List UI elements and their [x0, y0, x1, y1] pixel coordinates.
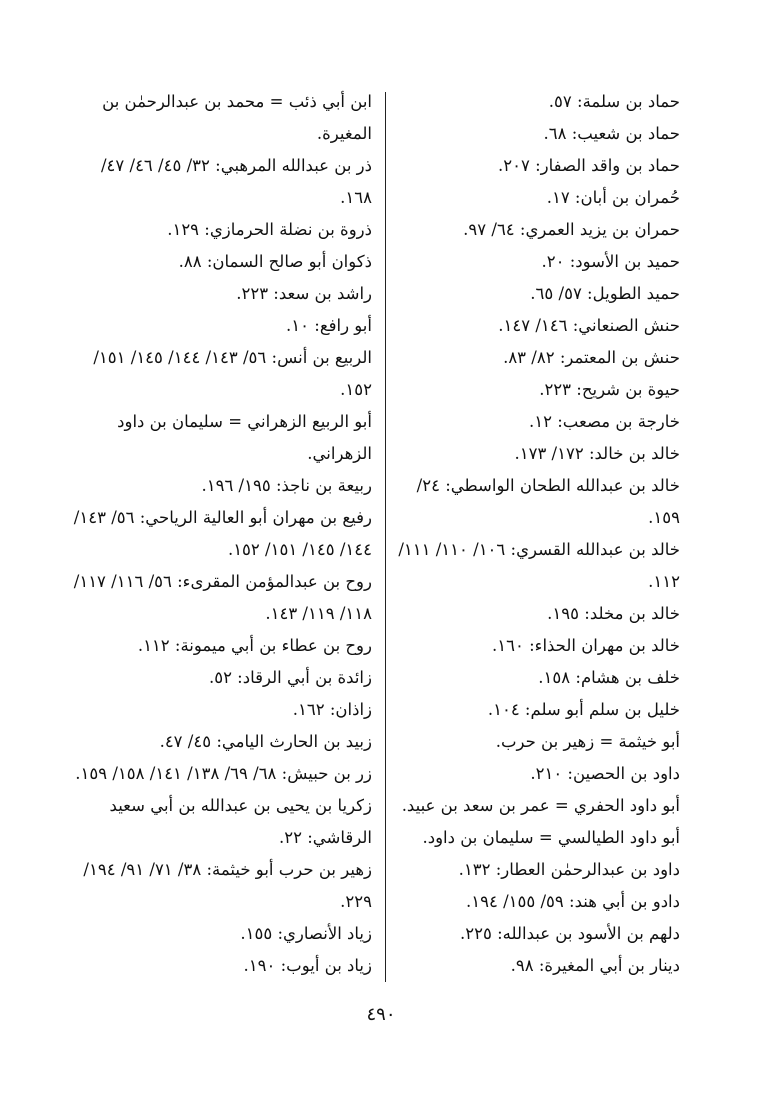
index-entry: أبو داود الطيالسي = سليمان بن داود. — [422, 828, 680, 847]
index-entry: حنش الصنعاني: ١٤٦/ ١٤٧. — [498, 316, 680, 335]
index-entry: خلف بن هشام: ١٥٨. — [538, 668, 680, 687]
index-entry: دينار بن أبي المغيرة: ٩٨. — [510, 956, 680, 975]
index-entry: خالد بن عبدالله القسري: ١٠٦/ ١١٠/ ١١١/ ١١٢. — [398, 540, 680, 591]
index-entry: زائدة بن أبي الرقاد: ٥٢. — [208, 668, 372, 687]
index-entry: داود بن عبدالرحمٰن العطار: ١٣٢. — [458, 860, 680, 879]
index-entry: زبيد بن الحارث اليامي: ٤٥/ ٤٧. — [159, 732, 372, 751]
index-entry: ذروة بن نضلة الحرمازي: ١٢٩. — [167, 220, 372, 239]
index-entry: أبو خيثمة = زهير بن حرب. — [495, 732, 680, 751]
index-entry: زكريا بن يحيى بن عبدالله بن أبي سعيد الرقاشي: ٢٢. — [109, 796, 372, 847]
index-entry: حماد بن شعيب: ٦٨. — [543, 124, 680, 143]
index-entry: حيوة بن شريح: ٢٢٣. — [539, 380, 680, 399]
index-entry: حنش بن المعتمر: ٨٢/ ٨٣. — [503, 348, 680, 367]
index-entry: حمران بن يزيد العمري: ٦٤/ ٩٧. — [463, 220, 680, 239]
index-entry: ذكوان أبو صالح السمان: ٨٨. — [178, 252, 372, 271]
index-entry: حُمران بن أبان: ١٧. — [546, 188, 680, 207]
index-entry: دلهم بن الأسود بن عبدالله: ٢٢٥. — [460, 924, 680, 943]
index-entry: ربيعة بن ناجذ: ١٩٥/ ١٩٦. — [201, 476, 372, 495]
index-entry: روح بن عطاء بن أبي ميمونة: ١١٢. — [137, 636, 372, 655]
index-entry: خليل بن سلم أبو سلم: ١٠٤. — [487, 700, 680, 719]
index-entry: حميد الطويل: ٥٧/ ٦٥. — [530, 284, 680, 303]
index-entry: خارجة بن مصعب: ١٢. — [529, 412, 680, 431]
index-entry: زهير بن حرب أبو خيثمة: ٣٨/ ٧١/ ٩١/ ١٩٤/ ٢٢٩. — [83, 860, 372, 911]
index-entry: زياد الأنصاري: ١٥٥. — [240, 924, 372, 943]
index-entry: زياد بن أيوب: ١٩٠. — [243, 956, 372, 975]
index-entry: رفيع بن مهران أبو العالية الرياحي: ٥٦/ ١٤٣/ ١٤٤/ ١٤٥/ ١٥١/ ١٥٢. — [73, 508, 372, 559]
index-column-left — [72, 86, 372, 982]
index-entry: راشد بن سعد: ٢٢٣. — [236, 284, 372, 303]
index-entry: دادو بن أبي هند: ٥٩/ ١٥٥/ ١٩٤. — [465, 892, 680, 911]
index-entry: ابن أبي ذئب = محمد بن عبدالرحمٰن بن المغيرة. — [102, 92, 372, 143]
index-entry: زر بن حبيش: ٦٨/ ٦٩/ ١٣٨/ ١٤١/ ١٥٨/ ١٥٩. — [75, 764, 372, 783]
index-entry: حميد بن الأسود: ٢٠. — [541, 252, 680, 271]
index-entry: خالد بن مهران الحذاء: ١٦٠. — [492, 636, 680, 655]
index-entry: أبو داود الحفري = عمر بن سعد بن عبيد. — [401, 796, 680, 815]
index-entry: خالد بن مخلد: ١٩٥. — [547, 604, 680, 623]
index-entry: أبو رافع: ١٠. — [286, 316, 372, 335]
index-entry: ذر بن عبدالله المرهبي: ٣٢/ ٤٥/ ٤٦/ ٤٧/ ١٦٨. — [100, 156, 372, 207]
index-entry: زاذان: ١٦٢. — [292, 700, 372, 719]
index-entry: حماد بن سلمة: ٥٧. — [548, 92, 680, 111]
column-divider — [385, 92, 386, 982]
index-entry: أبو الربيع الزهراني = سليمان بن داود الزهراني. — [117, 412, 372, 463]
index-entry: روح بن عبدالمؤمن المقرىء: ٥٦/ ١١٦/ ١١٧/ ١١٨/ ١١٩/ ١٤٣. — [73, 572, 372, 623]
index-column-right — [398, 86, 680, 982]
index-entry: الربيع بن أنس: ٥٦/ ١٤٣/ ١٤٤/ ١٤٥/ ١٥١/ ١٥٢. — [93, 348, 372, 399]
index-entry: حماد بن واقد الصفار: ٢٠٧. — [497, 156, 680, 175]
index-entry: خالد بن خالد: ١٧٢/ ١٧٣. — [514, 444, 680, 463]
index-entry: خالد بن عبدالله الطحان الواسطي: ٢٤/ ١٥٩. — [416, 476, 680, 527]
page-number: ٤٩٠ — [366, 1004, 396, 1025]
index-entry: داود بن الحصين: ٢١٠. — [530, 764, 680, 783]
